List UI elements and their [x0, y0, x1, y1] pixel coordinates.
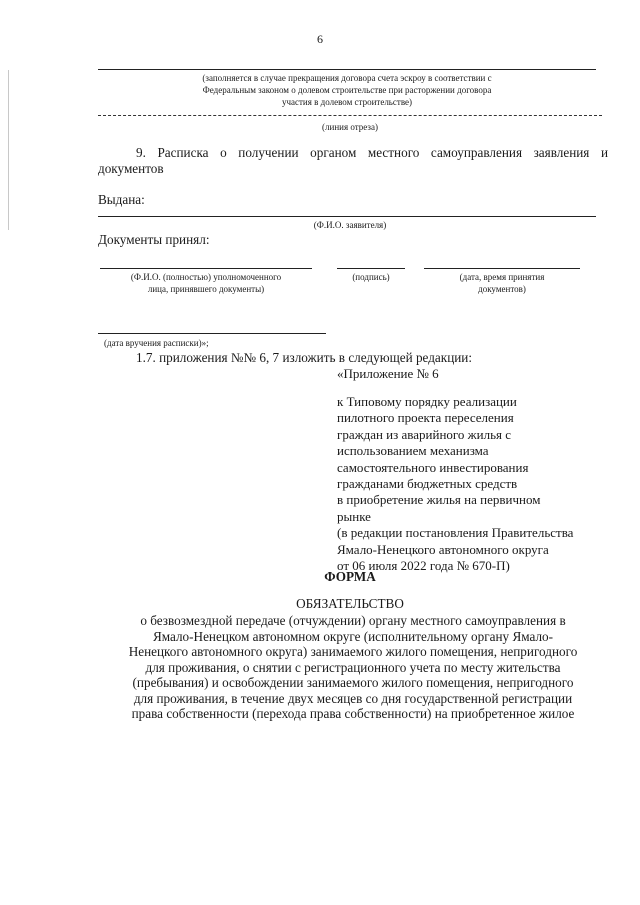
obligation-line: (пребывания) и освобождении занимаемого жилого помещения, непригодного: [132, 675, 574, 690]
obligation-text: [98, 613, 608, 722]
top-note: [98, 72, 596, 108]
date-time-caption: [424, 271, 580, 295]
obligation-line: для проживания, в течение двух месяцев со дня государственной регистрации: [133, 690, 573, 706]
appendix-line: Ямало-Ненецкого автономного округа: [337, 541, 549, 557]
appendix-line: граждан из аварийного жилья с: [337, 426, 512, 442]
section-9-heading: [98, 145, 608, 177]
officer-caption: [100, 271, 312, 295]
appendix-line: использованием механизма: [337, 443, 489, 459]
obligation-line: Ямало-Ненецком автономном округе (исполнительному органу Ямало-: [152, 628, 554, 644]
top-note-line-1: (заполняется в случае прекращения договора счета эскроу в соответствии с: [202, 73, 492, 83]
appendix-line: самостоятельного инвестирования: [337, 459, 529, 475]
appendix-line: гражданами бюджетных средств: [337, 476, 518, 492]
docs-accepted-label: Документы принял:: [98, 232, 210, 247]
signature-line: [337, 268, 405, 269]
appendix-line: (в редакции постановления Правительства: [337, 525, 574, 541]
appendix-line: от 06 июля 2022 года № 670-П): [337, 558, 510, 574]
appendix-line: пилотного проекта переселения: [337, 410, 514, 426]
obligation-line: права собственности (перехода права собственности) на приобретенное жилое: [131, 706, 575, 721]
officer-caption-line-2: лица, принявшего документы): [147, 284, 265, 294]
section-9-line-2: документов: [98, 161, 164, 176]
top-note-line-3: участия в долевом строительстве): [281, 97, 413, 107]
left-margin-mark: [8, 70, 9, 230]
top-note-line-2: Федеральным законом о долевом строительстве при расторжении договора: [202, 85, 492, 95]
cut-line-label: (линия отреза): [322, 122, 378, 132]
cut-line: [98, 115, 602, 116]
issued-label: Выдана:: [98, 192, 145, 207]
signature-caption: (подпись): [352, 272, 390, 282]
officer-caption-line-1: (Ф.И.О. (полностью) уполномоченного: [130, 272, 282, 282]
officer-line: [100, 268, 312, 269]
appendix-block: [337, 394, 617, 574]
date-time-caption-line-2: документов): [478, 284, 526, 294]
appendix-line: в приобретение жилья на первичном: [337, 492, 541, 508]
appendix-title: «Приложение № 6: [337, 366, 439, 381]
receipt-date-line: [98, 333, 326, 334]
form-heading: ФОРМА: [324, 569, 376, 584]
receipt-date-caption: (дата вручения расписки)»;: [104, 338, 209, 348]
applicant-line: [98, 216, 596, 217]
amend-line: 1.7. приложения №№ 6, 7 изложить в следующей редакции:: [136, 350, 473, 365]
date-time-caption-line-1: (дата, время принятия: [459, 272, 545, 282]
section-9-line-1: 9. Расписка о получении органом местного самоуправления заявления и: [136, 145, 608, 160]
obligation-line: для проживания, о снятии с регистрационного учета по месту жительства: [145, 659, 561, 675]
page-number: 6: [317, 32, 323, 46]
obligation-heading: ОБЯЗАТЕЛЬСТВО: [296, 596, 404, 611]
obligation-line: Ненецкого автономного округа) занимаемого жилого помещения, непригодного: [128, 644, 578, 659]
applicant-caption: (Ф.И.О. заявителя): [313, 220, 387, 230]
appendix-line: рынке: [337, 508, 371, 524]
appendix-line: к Типовому порядку реализации: [337, 394, 517, 409]
obligation-line: о безвозмездной передаче (отчуждении) органу местного самоуправления в: [140, 613, 566, 628]
date-time-line: [424, 268, 580, 269]
top-rule: [98, 69, 596, 70]
